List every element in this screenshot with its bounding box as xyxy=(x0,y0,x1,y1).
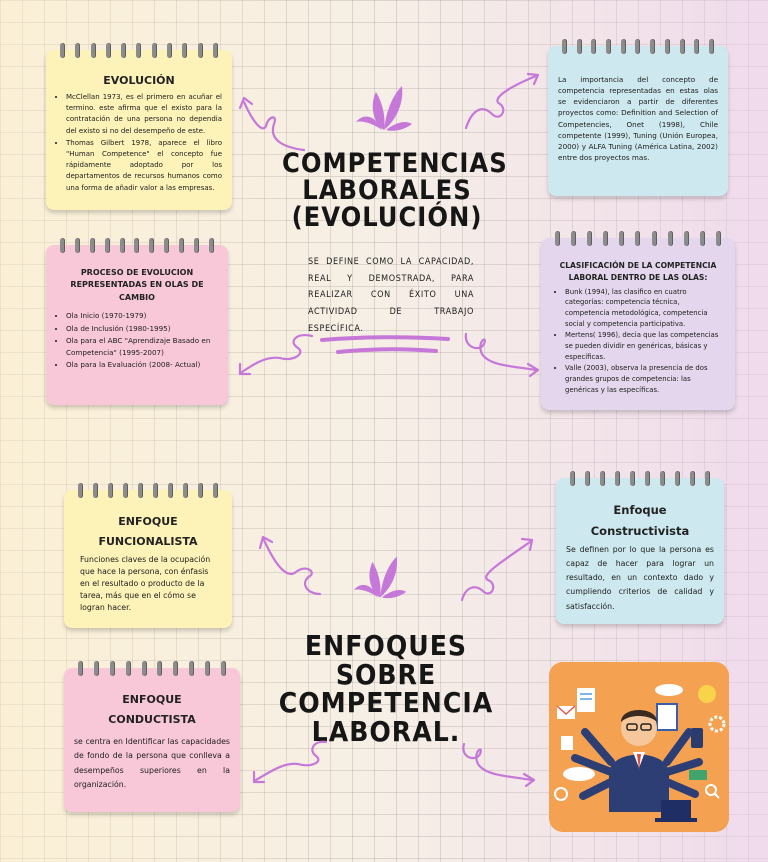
title-line: ENFOQUES SOBRE xyxy=(304,629,468,691)
curly-arrow-icon xyxy=(458,740,538,790)
title-line: Constructivista xyxy=(590,523,690,538)
purple-flower-icon xyxy=(352,552,408,600)
list-item: • Thomas Gilbert 1978, aparece el libro "Human Competence" el concepto fue rápidamente adoptado por los departamentos de recursos humanos como una forma de añadir valor a las empresas. xyxy=(66,138,222,194)
spiral-binding xyxy=(562,39,714,55)
spiral-binding xyxy=(570,471,710,487)
businessman-multitask-illustration xyxy=(549,662,729,832)
evolucion-note xyxy=(46,50,232,210)
title-line: COMPETENCIAS xyxy=(282,148,508,179)
list-item: • Ola de Inclusión (1980-1995) xyxy=(66,323,218,335)
purple-flower-icon xyxy=(354,82,414,132)
title-line: LABORAL. xyxy=(311,714,461,748)
importancia-text: La importancia del concepto de competencia representadas en estas olas se evidenciaron a partir de diferentes proyectos como: Definition and Selection of Competencies, Onet (1998), Chile competente (1999), Tuning (Unión Europea, 2000) y ALFA Tuning (América Latina, 2002) entre dos proyectos mas. xyxy=(558,75,718,163)
list-item: • Ola Inicio (1970-1979) xyxy=(66,310,218,322)
underline-decoration xyxy=(316,332,456,362)
funcionalista-text: Funciones claves de la ocupación que hace la persona, con énfasis en el resultado o producto de la tarea, más que en el cómo se logran hacer. xyxy=(80,554,211,612)
spiral-binding xyxy=(78,483,218,499)
spiral-binding xyxy=(78,661,226,677)
list-item: • Mertens( 1996), decia que las competencias se pueden dividir en genéricas, básicas y específicas. xyxy=(565,330,725,362)
list-item: • McClellan 1973, es el primero en acuñar el termino. este afirma que el existo para la contratación de una persona no dependia del existo si no del desempeño de este. xyxy=(66,92,222,137)
proceso-note xyxy=(46,245,228,405)
conductista-title xyxy=(74,690,230,731)
constructivista-title xyxy=(566,500,714,541)
proceso-title: PROCESO DE EVOLUCION REPRESENTADAS EN OLAS DE CAMBIO xyxy=(70,268,204,302)
title-line: ENFOQUE xyxy=(118,515,178,528)
curly-arrow-icon xyxy=(458,534,538,604)
list-item: • Bunk (1994), las clasifico en cuatro categorías: competencia técnica, competencia metodológica, competencia social y competencia participativa. xyxy=(565,287,725,330)
title-line: COMPETENCIA xyxy=(278,686,494,720)
curly-arrow-icon xyxy=(238,94,308,154)
list-item: • Valle (2003), observa la presencia de dos grandes grupos de competencia: las genéricas y las específicas. xyxy=(565,363,725,395)
curly-arrow-icon xyxy=(250,738,330,788)
title-line: CONDUCTISTA xyxy=(108,713,196,727)
clasificacion-title: CLASIFICACIÓN DE LA COMPETENCIA LABORAL DENTRO DE LAS OLAS: xyxy=(559,261,717,282)
curly-arrow-icon xyxy=(462,330,542,380)
evolucion-list xyxy=(56,92,222,194)
curly-arrow-icon xyxy=(256,532,326,602)
curly-arrow-icon xyxy=(462,70,542,130)
title-line: LABORALES xyxy=(302,175,472,206)
spiral-binding xyxy=(60,238,214,254)
title-line: FUNCIONALISTA xyxy=(98,534,198,548)
funcionalista-title xyxy=(74,512,222,552)
clasificacion-list xyxy=(551,287,725,396)
definition-text: SE DEFINE COMO LA CAPACIDAD, REAL Y DEMOSTRADA, PARA REALIZAR CON ÉXITO UNA ACTIVIDAD DE TRABAJO ESPECÍFICA. xyxy=(308,257,474,334)
clasificacion-note xyxy=(541,238,735,410)
importancia-note xyxy=(548,46,728,196)
page-title-top xyxy=(282,148,508,233)
spiral-binding xyxy=(60,43,218,59)
conductista-note xyxy=(64,668,240,812)
conductista-text: se centra en Identificar las capacidades de fondo de la persona que conlleva a desempeños superiores en la organización. xyxy=(74,736,230,789)
title-line: ENFOQUE xyxy=(122,693,182,706)
list-item: • Ola para la Evaluación (2008- Actual) xyxy=(66,359,218,371)
title-line: Enfoque xyxy=(613,503,667,517)
evolucion-title: EVOLUCIÓN xyxy=(103,74,175,87)
list-item: • Ola para el ABC "Aprendizaje Basado en Competencia" (1995-2007) xyxy=(66,335,218,358)
funcionalista-note xyxy=(64,490,232,628)
constructivista-note xyxy=(556,478,724,624)
title-line: (EVOLUCIÓN) xyxy=(291,202,483,233)
constructivista-text: Se definen por lo que la persona es capaz de hacer para lograr un resultado, en un contexto dado y cumpliendo criterios de calidad y satisfacción. xyxy=(566,545,714,611)
proceso-list xyxy=(56,310,218,371)
curly-arrow-icon xyxy=(236,330,316,380)
underline-decoration xyxy=(318,716,458,736)
spiral-binding xyxy=(555,231,721,247)
